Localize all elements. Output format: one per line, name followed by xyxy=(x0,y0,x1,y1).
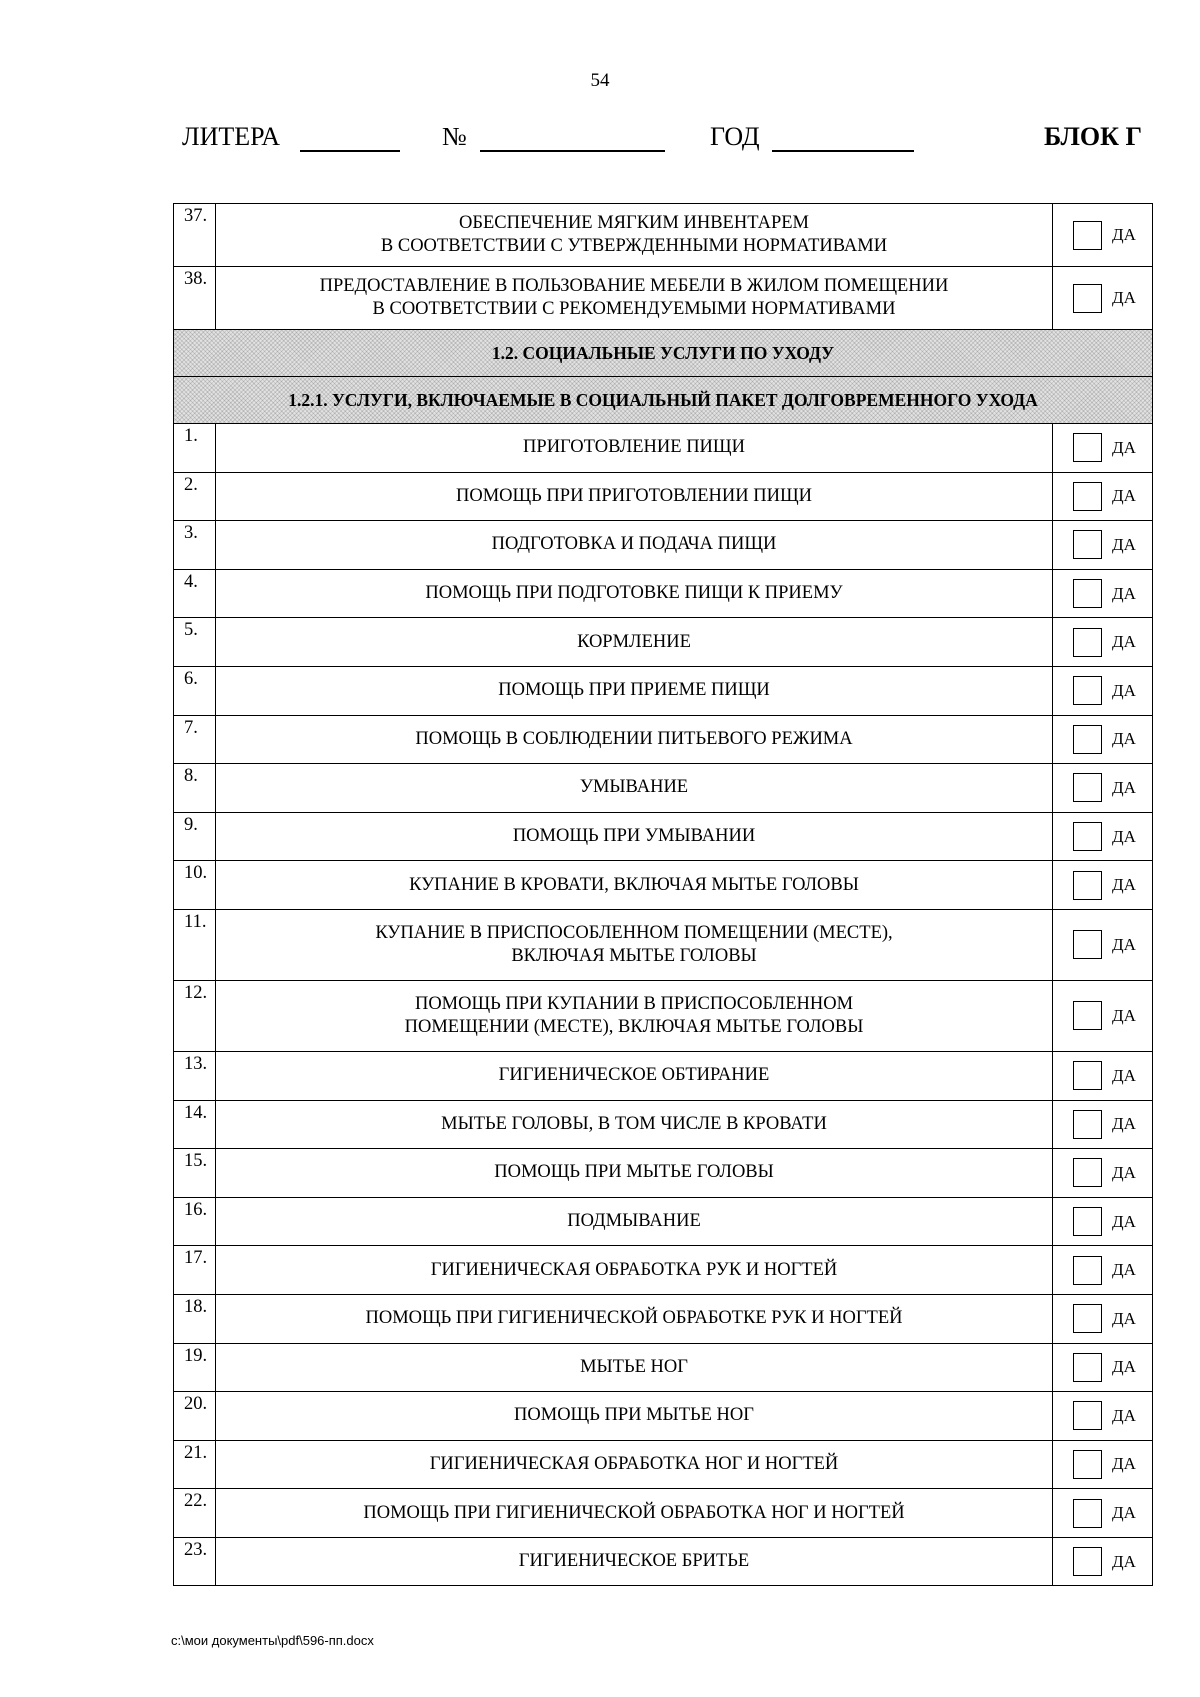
service-name: ОБЕСПЕЧЕНИЕ МЯГКИМ ИНВЕНТАРЕМ В СООТВЕТСТВИИ С УТВЕРЖДЕННЫМИ НОРМАТИВАМИ xyxy=(216,204,1053,267)
service-name: ПОМОЩЬ ПРИ УМЫВАНИИ xyxy=(216,812,1053,861)
yes-label: ДА xyxy=(1112,680,1136,700)
yes-checkbox[interactable] xyxy=(1073,433,1102,462)
table-row xyxy=(174,861,1153,910)
yes-checkbox[interactable] xyxy=(1073,628,1102,657)
yes-checkbox[interactable] xyxy=(1073,1547,1102,1576)
service-name: КУПАНИЕ В ПРИСПОСОБЛЕННОМ ПОМЕЩЕНИИ (МЕСТЕ), ВКЛЮЧАЯ МЫТЬЕ ГОЛОВЫ xyxy=(216,909,1053,980)
service-name: КОРМЛЕНИЕ xyxy=(216,618,1053,667)
yes-label: ДА xyxy=(1112,729,1136,749)
answer-group xyxy=(1053,871,1152,900)
row-number: 10. xyxy=(174,861,216,910)
yes-checkbox[interactable] xyxy=(1073,530,1102,559)
table-row xyxy=(174,204,1153,267)
yes-label: ДА xyxy=(1112,1114,1136,1134)
yes-checkbox[interactable] xyxy=(1073,930,1102,959)
yes-checkbox[interactable] xyxy=(1073,1401,1102,1430)
service-name: ГИГИЕНИЧЕСКАЯ ОБРАБОТКА РУК И НОГТЕЙ xyxy=(216,1246,1053,1295)
row-number: 20. xyxy=(174,1392,216,1441)
answer-cell xyxy=(1053,1294,1153,1343)
table-row xyxy=(174,267,1153,330)
answer-cell xyxy=(1053,812,1153,861)
table-row xyxy=(174,618,1153,667)
yes-label: ДА xyxy=(1112,1211,1136,1231)
yes-label: ДА xyxy=(1112,534,1136,554)
service-name: ПОМОЩЬ ПРИ ПРИГОТОВЛЕНИИ ПИЩИ xyxy=(216,472,1053,521)
row-number: 19. xyxy=(174,1343,216,1392)
answer-cell xyxy=(1053,861,1153,910)
answer-cell xyxy=(1053,204,1153,267)
answer-group xyxy=(1053,1001,1152,1030)
block-label: БЛОК Г xyxy=(1043,122,1142,151)
row-number: 1. xyxy=(174,424,216,473)
service-name: ПОМОЩЬ ПРИ ГИГИЕНИЧЕСКОЙ ОБРАБОТКЕ РУК И НОГТЕЙ xyxy=(216,1294,1053,1343)
table-row xyxy=(174,1051,1153,1100)
answer-cell xyxy=(1053,1489,1153,1538)
answer-group xyxy=(1053,628,1152,657)
answer-cell xyxy=(1053,980,1153,1051)
yes-label: ДА xyxy=(1112,1065,1136,1085)
service-name: ПРИГОТОВЛЕНИЕ ПИЩИ xyxy=(216,424,1053,473)
answer-cell xyxy=(1053,618,1153,667)
service-name: ПОМОЩЬ ПРИ ПРИЕМЕ ПИЩИ xyxy=(216,666,1053,715)
yes-checkbox[interactable] xyxy=(1073,1158,1102,1187)
answer-cell xyxy=(1053,472,1153,521)
row-number: 16. xyxy=(174,1197,216,1246)
yes-label: ДА xyxy=(1112,934,1136,954)
page-number: 54 xyxy=(590,70,610,91)
table-row xyxy=(174,1149,1153,1198)
litera-label: ЛИТЕРА xyxy=(182,122,281,151)
service-name: ГИГИЕНИЧЕСКОЕ БРИТЬЕ xyxy=(216,1537,1053,1586)
row-number: 11. xyxy=(174,909,216,980)
service-name: ПОДГОТОВКА И ПОДАЧА ПИЩИ xyxy=(216,521,1053,570)
yes-label: ДА xyxy=(1112,1551,1136,1571)
number-label: № xyxy=(442,122,467,151)
yes-label: ДА xyxy=(1112,486,1136,506)
row-number: 3. xyxy=(174,521,216,570)
service-name: МЫТЬЕ ГОЛОВЫ, В ТОМ ЧИСЛЕ В КРОВАТИ xyxy=(216,1100,1053,1149)
yes-label: ДА xyxy=(1112,1503,1136,1523)
yes-label: ДА xyxy=(1112,1308,1136,1328)
table-row xyxy=(174,1489,1153,1538)
yes-checkbox[interactable] xyxy=(1073,1001,1102,1030)
answer-group xyxy=(1053,221,1152,250)
answer-cell xyxy=(1053,1343,1153,1392)
answer-group xyxy=(1053,1061,1152,1090)
yes-label: ДА xyxy=(1112,225,1136,244)
service-name: ПОМОЩЬ ПРИ МЫТЬЕ ГОЛОВЫ xyxy=(216,1149,1053,1198)
yes-checkbox[interactable] xyxy=(1073,822,1102,851)
subsection-title: 1.2.1. УСЛУГИ, ВКЛЮЧАЕМЫЕ В СОЦИАЛЬНЫЙ ПАКЕТ ДОЛГОВРЕМЕННОГО УХОДА xyxy=(174,377,1153,424)
table-row xyxy=(174,1343,1153,1392)
table-row xyxy=(174,1197,1153,1246)
answer-group xyxy=(1053,1110,1152,1139)
yes-label: ДА xyxy=(1112,1454,1136,1474)
table-row xyxy=(174,521,1153,570)
service-name: МЫТЬЕ НОГ xyxy=(216,1343,1053,1392)
yes-label: ДА xyxy=(1112,875,1136,895)
answer-cell xyxy=(1053,1100,1153,1149)
services-table xyxy=(173,203,1153,1586)
row-number: 2. xyxy=(174,472,216,521)
service-name: ПОМОЩЬ ПРИ ГИГИЕНИЧЕСКОЙ ОБРАБОТКА НОГ И НОГТЕЙ xyxy=(216,1489,1053,1538)
row-number: 13. xyxy=(174,1051,216,1100)
answer-group xyxy=(1053,1256,1152,1285)
yes-checkbox[interactable] xyxy=(1073,1061,1102,1090)
row-number: 18. xyxy=(174,1294,216,1343)
table-row xyxy=(174,1246,1153,1295)
answer-cell xyxy=(1053,1246,1153,1295)
subsection-header-row xyxy=(174,377,1153,424)
row-number: 15. xyxy=(174,1149,216,1198)
table-row xyxy=(174,812,1153,861)
section-title: 1.2. СОЦИАЛЬНЫЕ УСЛУГИ ПО УХОДУ xyxy=(174,330,1153,377)
row-number: 7. xyxy=(174,715,216,764)
yes-label: ДА xyxy=(1112,826,1136,846)
yes-checkbox[interactable] xyxy=(1073,579,1102,608)
answer-cell xyxy=(1053,424,1153,473)
service-name: ПОМОЩЬ ПРИ КУПАНИИ В ПРИСПОСОБЛЕННОМ ПОМЕЩЕНИИ (МЕСТЕ), ВКЛЮЧАЯ МЫТЬЕ ГОЛОВЫ xyxy=(216,980,1053,1051)
form-header xyxy=(182,122,1142,162)
answer-group xyxy=(1053,1304,1152,1333)
answer-group xyxy=(1053,284,1152,313)
service-name: КУПАНИЕ В КРОВАТИ, ВКЛЮЧАЯ МЫТЬЕ ГОЛОВЫ xyxy=(216,861,1053,910)
answer-cell xyxy=(1053,267,1153,330)
answer-group xyxy=(1053,579,1152,608)
service-name: ГИГИЕНИЧЕСКАЯ ОБРАБОТКА НОГ И НОГТЕЙ xyxy=(216,1440,1053,1489)
answer-group xyxy=(1053,1158,1152,1187)
row-number: 14. xyxy=(174,1100,216,1149)
table-row xyxy=(174,569,1153,618)
yes-label: ДА xyxy=(1112,1005,1136,1025)
answer-cell xyxy=(1053,909,1153,980)
answer-cell xyxy=(1053,1051,1153,1100)
yes-label: ДА xyxy=(1112,777,1136,797)
table-row xyxy=(174,1100,1153,1149)
row-number: 4. xyxy=(174,569,216,618)
answer-group xyxy=(1053,482,1152,511)
row-number: 22. xyxy=(174,1489,216,1538)
yes-checkbox[interactable] xyxy=(1073,221,1102,250)
yes-label: ДА xyxy=(1112,288,1136,307)
yes-checkbox[interactable] xyxy=(1073,1110,1102,1139)
yes-checkbox[interactable] xyxy=(1073,1353,1102,1382)
section-header-row xyxy=(174,330,1153,377)
table-row xyxy=(174,1392,1153,1441)
answer-group xyxy=(1053,1207,1152,1236)
service-name: ПОДМЫВАНИЕ xyxy=(216,1197,1053,1246)
answer-group xyxy=(1053,676,1152,705)
yes-checkbox[interactable] xyxy=(1073,1256,1102,1285)
row-number: 8. xyxy=(174,764,216,813)
yes-checkbox[interactable] xyxy=(1073,284,1102,313)
table-row xyxy=(174,715,1153,764)
answer-group xyxy=(1053,930,1152,959)
litera-field[interactable] xyxy=(300,150,400,152)
table-row xyxy=(174,472,1153,521)
yes-checkbox[interactable] xyxy=(1073,871,1102,900)
row-number: 21. xyxy=(174,1440,216,1489)
answer-cell xyxy=(1053,1440,1153,1489)
table-row xyxy=(174,1294,1153,1343)
table-row xyxy=(174,424,1153,473)
row-number: 9. xyxy=(174,812,216,861)
number-field[interactable] xyxy=(480,150,665,152)
answer-group xyxy=(1053,433,1152,462)
answer-cell xyxy=(1053,764,1153,813)
row-number: 12. xyxy=(174,980,216,1051)
year-field[interactable] xyxy=(772,150,914,152)
answer-cell xyxy=(1053,569,1153,618)
answer-group xyxy=(1053,1353,1152,1382)
service-name: ПОМОЩЬ ПРИ ПОДГОТОВКЕ ПИЩИ К ПРИЕМУ xyxy=(216,569,1053,618)
answer-group xyxy=(1053,822,1152,851)
yes-checkbox[interactable] xyxy=(1073,482,1102,511)
answer-group xyxy=(1053,530,1152,559)
answer-cell xyxy=(1053,1392,1153,1441)
row-number: 23. xyxy=(174,1537,216,1586)
answer-group xyxy=(1053,1450,1152,1479)
answer-cell xyxy=(1053,1197,1153,1246)
table-row xyxy=(174,1440,1153,1489)
table-row xyxy=(174,764,1153,813)
service-name: ПОМОЩЬ ПРИ МЫТЬЕ НОГ xyxy=(216,1392,1053,1441)
yes-checkbox[interactable] xyxy=(1073,676,1102,705)
yes-label: ДА xyxy=(1112,632,1136,652)
yes-checkbox[interactable] xyxy=(1073,1304,1102,1333)
yes-checkbox[interactable] xyxy=(1073,773,1102,802)
answer-group xyxy=(1053,1499,1152,1528)
table-row xyxy=(174,909,1153,980)
yes-label: ДА xyxy=(1112,437,1136,457)
answer-group xyxy=(1053,773,1152,802)
row-number: 6. xyxy=(174,666,216,715)
row-number: 37. xyxy=(174,204,216,267)
answer-cell xyxy=(1053,521,1153,570)
answer-group xyxy=(1053,1401,1152,1430)
yes-checkbox[interactable] xyxy=(1073,1450,1102,1479)
service-name: ПРЕДОСТАВЛЕНИЕ В ПОЛЬЗОВАНИЕ МЕБЕЛИ В ЖИЛОМ ПОМЕЩЕНИИ В СООТВЕТСТВИИ С РЕКОМЕНДУЕМЫМИ НОРМАТИВАМИ xyxy=(216,267,1053,330)
yes-checkbox[interactable] xyxy=(1073,1499,1102,1528)
yes-checkbox[interactable] xyxy=(1073,1207,1102,1236)
service-name: УМЫВАНИЕ xyxy=(216,764,1053,813)
service-name: ПОМОЩЬ В СОБЛЮДЕНИИ ПИТЬЕВОГО РЕЖИМА xyxy=(216,715,1053,764)
yes-label: ДА xyxy=(1112,1357,1136,1377)
yes-label: ДА xyxy=(1112,1405,1136,1425)
file-path: c:\мои документы\pdf\596-пп.docx xyxy=(171,1633,374,1648)
table-row xyxy=(174,1537,1153,1586)
answer-cell xyxy=(1053,715,1153,764)
row-number: 5. xyxy=(174,618,216,667)
year-label: ГОД xyxy=(710,122,760,151)
table-row xyxy=(174,980,1153,1051)
yes-checkbox[interactable] xyxy=(1073,725,1102,754)
row-number: 38. xyxy=(174,267,216,330)
answer-cell xyxy=(1053,666,1153,715)
answer-cell xyxy=(1053,1537,1153,1586)
answer-cell xyxy=(1053,1149,1153,1198)
answer-group xyxy=(1053,725,1152,754)
yes-label: ДА xyxy=(1112,1162,1136,1182)
answer-group xyxy=(1053,1547,1152,1576)
table-row xyxy=(174,666,1153,715)
yes-label: ДА xyxy=(1112,583,1136,603)
service-name: ГИГИЕНИЧЕСКОЕ ОБТИРАНИЕ xyxy=(216,1051,1053,1100)
row-number: 17. xyxy=(174,1246,216,1295)
yes-label: ДА xyxy=(1112,1260,1136,1280)
